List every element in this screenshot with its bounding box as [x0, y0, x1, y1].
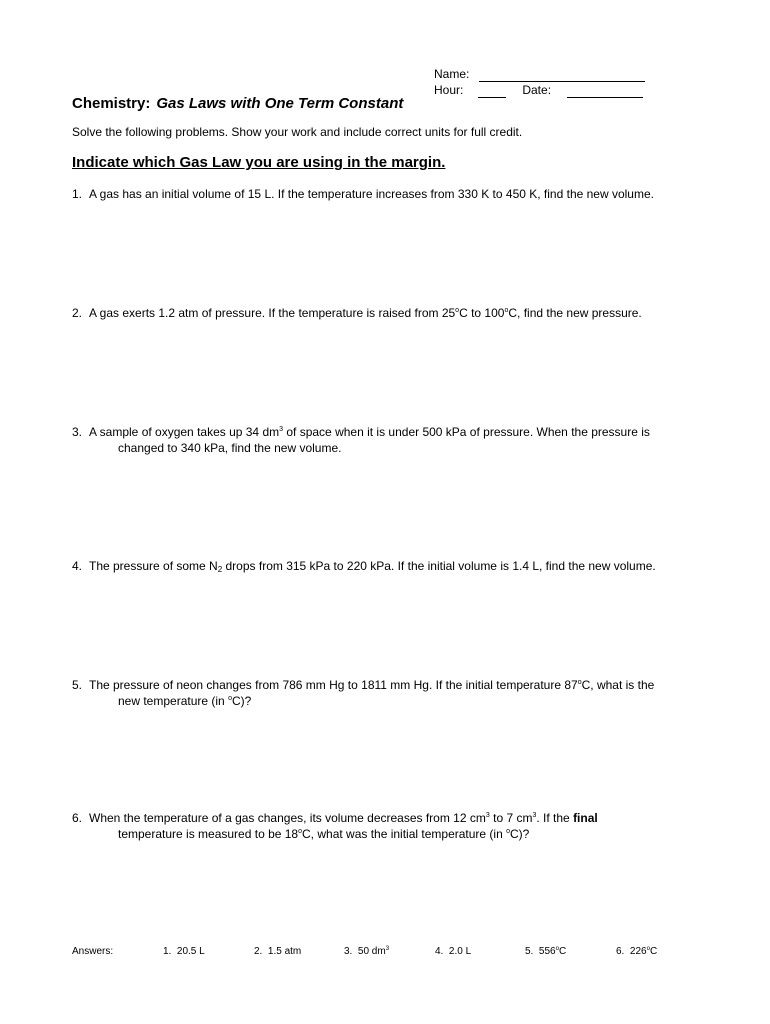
problem-text: C)? — [231, 694, 252, 708]
problem-1 — [72, 186, 712, 202]
problem-3 — [72, 424, 712, 456]
problem-text: A gas has an initial volume of 15 L. If the temperature increases from 330 K to 450 K, find the new volume. — [89, 187, 654, 201]
answer-item — [616, 945, 657, 959]
problem-number: 4. — [72, 559, 83, 573]
degree-symbol: o — [577, 679, 582, 686]
directive-heading: Indicate which Gas Law you are using in the margin. — [72, 154, 446, 171]
problem-line — [72, 677, 712, 693]
answer-value: 2.0 L — [448, 946, 472, 957]
answer-value: 556 — [538, 946, 556, 957]
problem-text: When the temperature of a gas changes, its volume decreases from 12 cm — [89, 811, 486, 825]
bold-word: final — [573, 811, 598, 825]
problem-text: to 7 cm — [489, 811, 533, 825]
answer-number: 4. — [435, 946, 444, 957]
problem-text: A sample of oxygen takes up 34 dm — [89, 425, 280, 439]
name-row — [434, 66, 664, 82]
superscript: 3 — [385, 946, 390, 952]
problem-text: C, find the new pressure. — [508, 306, 642, 320]
problem-continuation — [72, 826, 712, 842]
problem-line — [72, 558, 712, 574]
hour-date-row — [434, 82, 664, 98]
date-blank-line — [567, 85, 643, 98]
answer-item — [163, 945, 205, 959]
degree-symbol: o — [298, 828, 303, 835]
problem-6 — [72, 810, 712, 842]
problem-5 — [72, 677, 712, 709]
problem-number: 6. — [72, 811, 83, 825]
answer-number: 3. — [344, 946, 353, 957]
answer-value: 20.5 L — [176, 946, 205, 957]
subscript: 2 — [217, 565, 223, 574]
answer-value: 50 dm — [357, 946, 386, 957]
answers-label: Answers: — [72, 946, 114, 957]
problem-line — [72, 305, 712, 321]
problem-text: C, what was the initial temperature (in — [302, 827, 507, 841]
hour-label: Hour: — [434, 83, 464, 97]
title-subject: Chemistry: — [72, 95, 151, 112]
degree-symbol: o — [506, 828, 511, 835]
problem-text: of space when it is under 500 kPa of pressure. When the pressure is — [283, 425, 650, 439]
problem-number: 3. — [72, 425, 83, 439]
problem-text: C to 100 — [459, 306, 505, 320]
degree-symbol: o — [646, 946, 650, 952]
answer-value: 226 — [629, 946, 647, 957]
problem-continuation — [72, 693, 712, 709]
problem-text: drops from 315 kPa to 220 kPa. If the initial volume is 1.4 L, find the new volume. — [222, 559, 656, 573]
date-label: Date: — [522, 83, 552, 97]
answer-unit: C — [558, 946, 567, 957]
hour-blank-line — [478, 85, 506, 98]
problem-text: C, what is the — [581, 678, 655, 692]
degree-symbol: o — [555, 946, 559, 952]
problem-line — [72, 186, 712, 202]
answer-item — [254, 945, 301, 959]
problem-number: 2. — [72, 306, 83, 320]
degree-symbol: o — [455, 307, 460, 314]
answer-number: 2. — [254, 946, 263, 957]
problem-text: C)? — [510, 827, 530, 841]
answer-number: 6. — [616, 946, 625, 957]
problem-text: . If the — [536, 811, 574, 825]
student-info-fields — [434, 66, 664, 98]
worksheet-title — [72, 95, 403, 112]
answer-number: 5. — [525, 946, 534, 957]
title-topic: Gas Laws with One Term Constant — [156, 95, 404, 112]
degree-symbol: o — [228, 695, 232, 702]
answer-item — [344, 945, 389, 959]
degree-symbol: o — [504, 307, 509, 314]
answer-item — [435, 945, 471, 959]
answer-unit: C — [649, 946, 658, 957]
answer-value: 1.5 atm — [267, 946, 302, 957]
problem-line — [72, 810, 712, 826]
problem-continuation: changed to 340 kPa, find the new volume. — [118, 441, 342, 455]
problem-text: The pressure of some N — [89, 559, 218, 573]
superscript: 3 — [485, 812, 490, 819]
problem-text: new temperature (in — [118, 694, 229, 708]
superscript: 3 — [532, 812, 537, 819]
problem-text: A gas exerts 1.2 atm of pressure. If the temperature is raised from 25 — [89, 306, 456, 320]
problem-2 — [72, 305, 712, 321]
instructions-text: Solve the following problems. Show your work and include correct units for full credit. — [72, 125, 523, 139]
answer-number: 1. — [163, 946, 172, 957]
problem-4 — [72, 558, 712, 574]
problem-text: The pressure of neon changes from 786 mm Hg to 1811 mm Hg. If the initial temperature 87 — [89, 678, 578, 692]
problem-line — [72, 424, 712, 440]
problem-text: temperature is measured to be 18 — [118, 827, 299, 841]
name-blank-line — [479, 69, 645, 82]
problem-number: 5. — [72, 678, 83, 692]
name-label: Name: — [434, 67, 470, 81]
problem-number: 1. — [72, 187, 83, 201]
superscript: 3 — [279, 426, 284, 433]
answer-item — [525, 945, 566, 959]
